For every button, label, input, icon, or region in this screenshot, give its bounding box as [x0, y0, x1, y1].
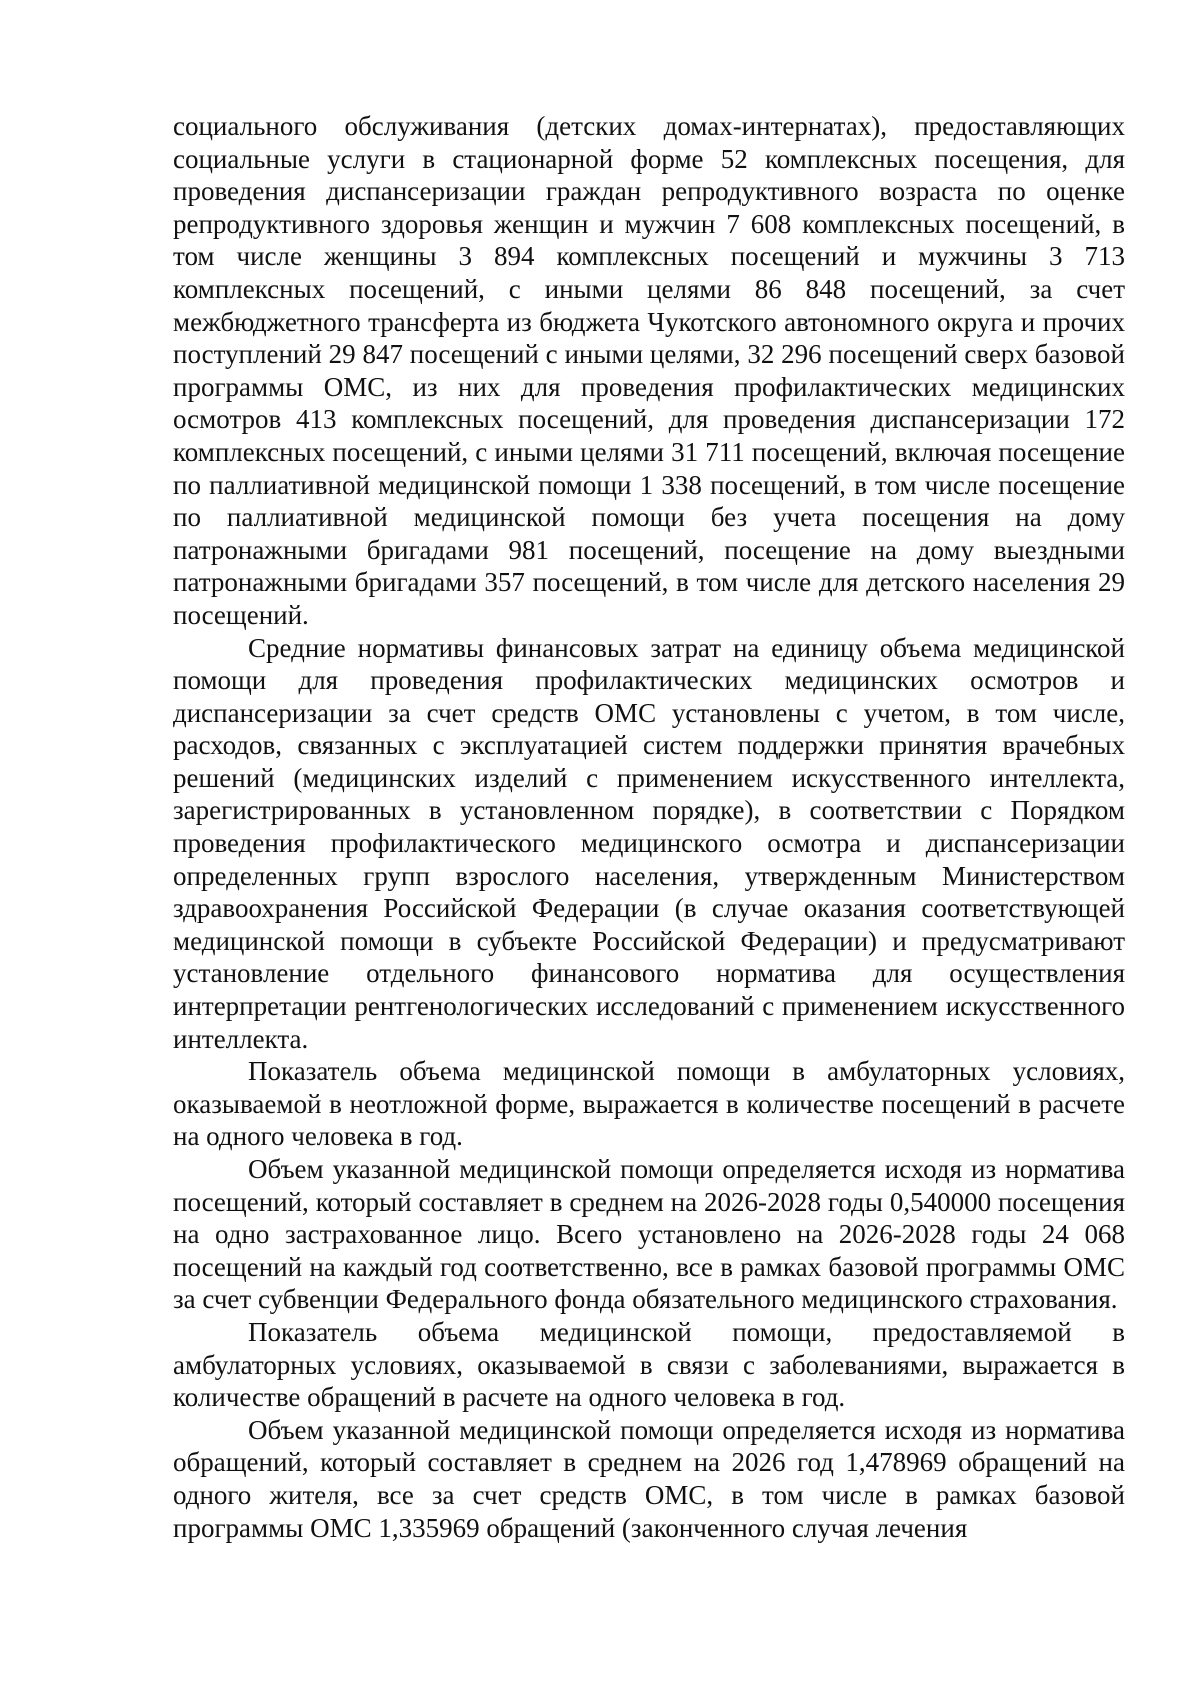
paragraph-continuation: социального обслуживания (детских домах-интернатах), предоставляющих социальные услуги в стационарной форме 52 комплексных посещения, для проведения диспансеризации граждан репродуктивного возраста по оценке репродуктивного здоровья женщин и мужчин 7 608 комплексных посещений, в том числе женщины 3 894 комплексных посещений и мужчины 3 713 комплексных посещений, с иными целями 86 848 посещений, за счет межбюджетного трансферта из бюджета Чукотского автономного округа и прочих поступлений 29 847 посещений с иными целями, 32 296 посещений сверх базовой программы ОМС, из них для проведения профилактических медицинских осмотров 413 комплексных посещений, для проведения диспансеризации 172 комплексных посещений, с иными целями 31 711 посещений, включая посещение по паллиативной медицинской помощи 1 338 посещений, в том числе посещение по паллиативной медицинской помощи без учета посещения на дому патронажными бригадами 981 посещений, посещение на дому выездными патронажными бригадами 357 посещений, в том числе для детского населения 29 посещений.: [173, 111, 1125, 630]
paragraph-financial-norms: Средние нормативы финансовых затрат на единицу объема медицинской помощи для проведения профилактических медицинских осмотров и диспансеризации за счет средств ОМС установлены с учетом, в том числе, расходов, связанных с эксплуатацией систем поддержки принятия врачебных решений (медицинских изделий с применением искусственного интеллекта, зарегистрированных в установленном порядке), в соответствии с Порядком проведения профилактического медицинского осмотра и диспансеризации определенных групп взрослого населения, утвержденным Министерством здравоохранения Российской Федерации (в случае оказания соответствующей медицинской помощи в субъекте Российской Федерации) и предусматривают установление отдельного финансового норматива для осуществления интерпретации рентгенологических исследований с применением искусственного интеллекта.: [173, 632, 1125, 1054]
document-body: [173, 110, 1125, 1544]
paragraph-disease-care-indicator: Показатель объема медицинской помощи, предоставляемой в амбулаторных условиях, оказываемой в связи с заболеваниями, выражается в количестве обращений в расчете на одного человека в год.: [173, 1316, 1125, 1413]
paragraph-disease-care-volume: Объем указанной медицинской помощи определяется исходя из норматива обращений, который составляет в среднем на 2026 год 1,478969 обращений на одного жителя, все за счет средств ОМС, в том числе в рамках базовой программы ОМС 1,335969 обращений (законченного случая лечения: [173, 1414, 1125, 1543]
paragraph-urgent-care-volume: Объем указанной медицинской помощи определяется исходя из норматива посещений, который составляет в среднем на 2026-2028 годы 0,540000 посещения на одно застрахованное лицо. Всего установлено на 2026-2028 годы 24 068 посещений на каждый год соответственно, все в рамках базовой программы ОМС за счет субвенции Федерального фонда обязательного медицинского страхования.: [173, 1154, 1125, 1315]
paragraph-urgent-care-indicator: Показатель объема медицинской помощи в амбулаторных условиях, оказываемой в неотложной форме, выражается в количестве посещений в расчете на одного человека в год.: [173, 1056, 1125, 1152]
